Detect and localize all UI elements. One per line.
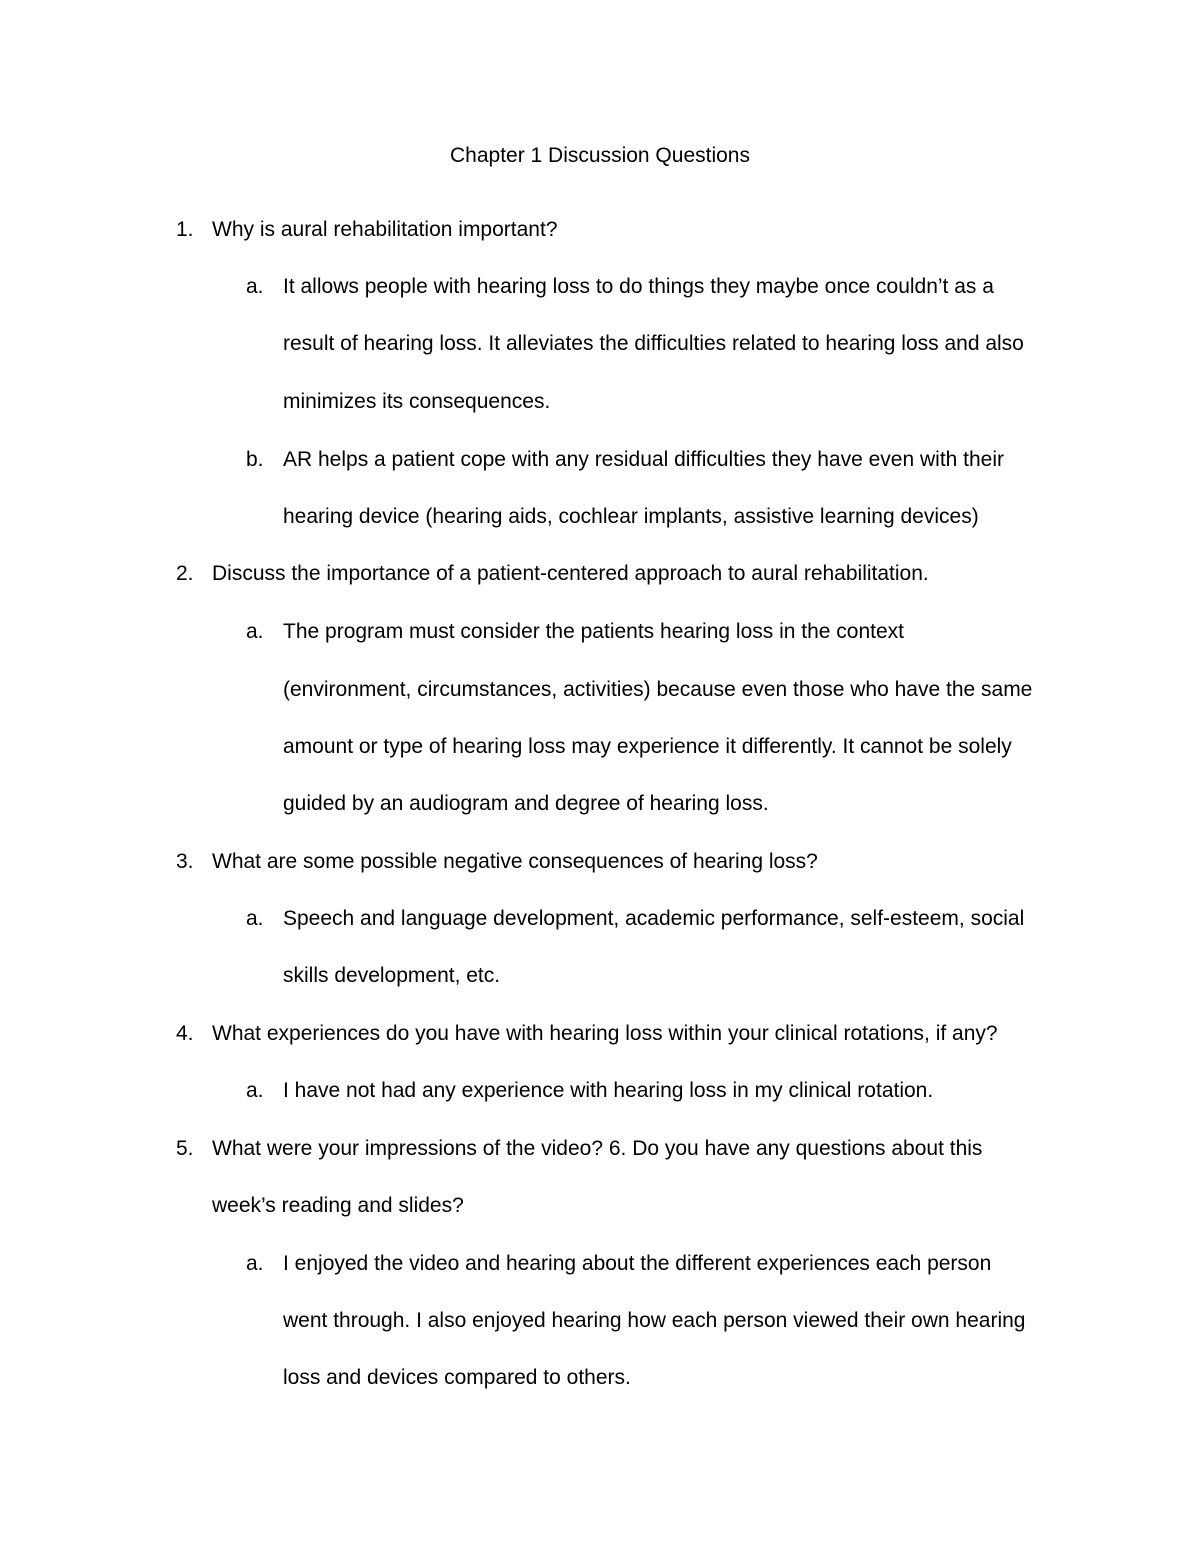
answer-letter: a. [246,620,264,643]
answer-text: I enjoyed the video and hearing about the different experiences each person [283,1252,992,1275]
question-number: 5. [176,1137,194,1160]
answer-text: It allows people with hearing loss to do things they maybe once couldn’t as a [283,275,994,298]
answer-text: The program must consider the patients hearing loss in the context [283,620,904,643]
question-number: 1. [176,218,194,241]
question-text: week’s reading and slides? [212,1194,464,1217]
answer-letter: a. [246,1252,264,1275]
answer-text: Speech and language development, academic performance, self-esteem, social [283,907,1025,930]
answer-text: loss and devices compared to others. [283,1366,631,1389]
answer-text: guided by an audiogram and degree of hearing loss. [283,792,769,815]
answer-letter: a. [246,907,264,930]
answer-text: I have not had any experience with hearing loss in my clinical rotation. [283,1079,934,1102]
question-text: What were your impressions of the video? 6. Do you have any questions about this [212,1137,983,1160]
answer-text: result of hearing loss. It alleviates the difficulties related to hearing loss and also [283,332,1024,355]
question-number: 2. [176,562,194,585]
answer-text: AR helps a patient cope with any residual difficulties they have even with their [283,448,1005,471]
answer-text: went through. I also enjoyed hearing how each person viewed their own hearing [283,1309,1026,1332]
answer-text: hearing device (hearing aids, cochlear implants, assistive learning devices) [283,505,979,528]
question-number: 4. [176,1022,194,1045]
document-title: Chapter 1 Discussion Questions [450,144,750,167]
question-text: What experiences do you have with hearing loss within your clinical rotations, if any? [212,1022,998,1045]
question-text: Why is aural rehabilitation important? [212,218,558,241]
answer-text: skills development, etc. [283,964,501,987]
question-text: Discuss the importance of a patient-centered approach to aural rehabilitation. [212,562,929,585]
answer-text: minimizes its consequences. [283,390,551,413]
question-number: 3. [176,850,194,873]
question-text: What are some possible negative consequences of hearing loss? [212,850,818,873]
answer-text: amount or type of hearing loss may experience it differently. It cannot be solely [283,735,1012,758]
answer-letter: a. [246,1079,264,1102]
answer-letter: a. [246,275,264,298]
answer-text: (environment, circumstances, activities) because even those who have the same [283,678,1033,701]
answer-letter: b. [246,448,264,471]
